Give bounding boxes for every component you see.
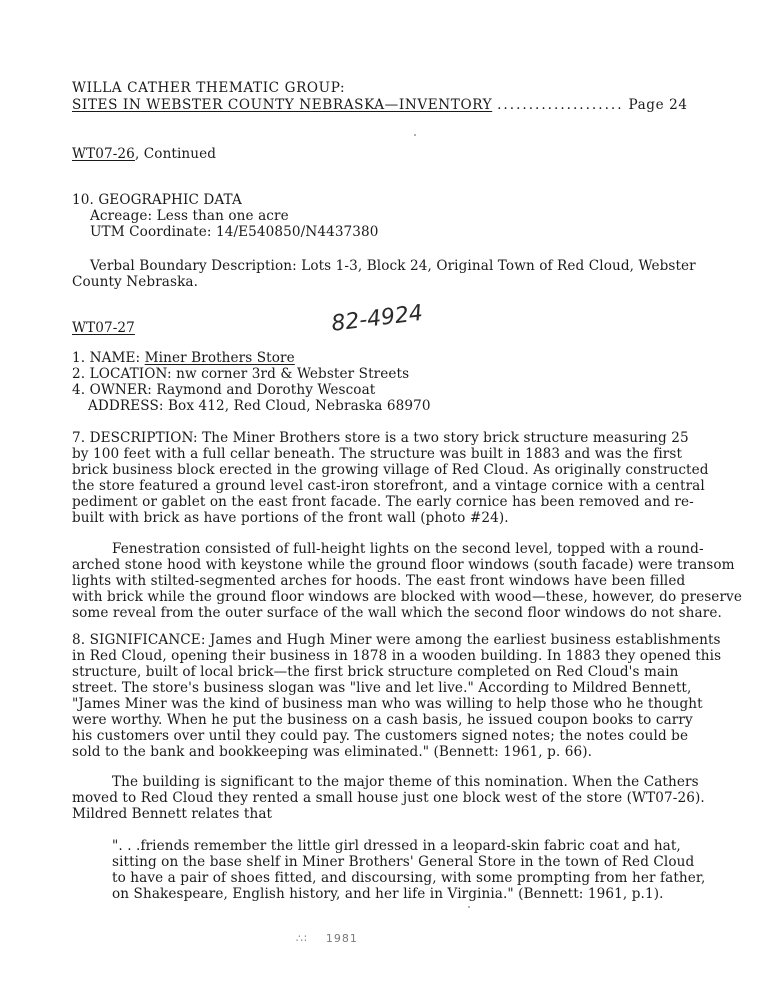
- continued-suffix: , Continued: [134, 146, 217, 162]
- significance-line: sold to the bank and bookkeeping was eliminated." (Bennett: 1961, p. 66).: [72, 744, 593, 760]
- page-number: 24: [669, 97, 688, 113]
- description-line: the store featured a ground level cast-iron storefront, and a vintage cornice with a central: [72, 478, 705, 494]
- stamp-year: 1981: [325, 932, 358, 945]
- geo-verbal-line-1: Verbal Boundary Description: Lots 1-3, Block 24, Original Town of Red Cloud, Webster: [90, 258, 696, 274]
- building-line: Mildred Bennett relates that: [72, 806, 273, 822]
- description-line: built with brick as have portions of the front wall (photo #24).: [72, 510, 509, 526]
- scan-speck: [414, 134, 416, 136]
- header-subtitle: SITES IN WEBSTER COUNTY NEBRASKA—INVENTORY: [72, 97, 493, 113]
- geo-utm: UTM Coordinate: 14/E540850/N4437380: [90, 224, 379, 240]
- entry-name-label: 1. NAME:: [72, 350, 145, 366]
- significance-line: street. The store's business slogan was "live and let live." According to Mildred Bennett,: [72, 680, 692, 696]
- handwritten-number: 82-4924: [330, 300, 425, 337]
- header-title: WILLA CATHER THEMATIC GROUP:: [72, 80, 346, 96]
- quote-line: on Shakespeare, English history, and her life in Virginia." (Bennett: 1961, p.1).: [112, 886, 664, 902]
- description-line: by 100 feet with a full cellar beneath. The structure was built in 1883 and was the first: [72, 446, 683, 462]
- entry-id: WT07-27: [72, 320, 135, 336]
- quote-line: ". . .friends remember the little girl dressed in a leopard-skin fabric coat and hat,: [112, 838, 681, 854]
- fenestration-line: lights with stilted-segmented arches for hoods. The east front windows have been filled: [72, 573, 686, 589]
- significance-line: structure, built of local brick—the first brick structure completed on Red Cloud's main: [72, 664, 679, 680]
- fenestration-line: arched stone hood with keystone while the ground floor windows (south facade) were transom: [72, 557, 735, 573]
- description-line: brick business block erected in the growing village of Red Cloud. As originally constructed: [72, 462, 709, 478]
- page-label: Page: [628, 97, 665, 113]
- entry-owner: 4. OWNER: Raymond and Dorothy Wescoat: [72, 382, 376, 398]
- date-stamp: [296, 932, 358, 945]
- significance-line: his customers over until they could pay. The customers signed notes; the notes could be: [72, 728, 689, 744]
- entry-address: ADDRESS: Box 412, Red Cloud, Nebraska 68970: [88, 398, 431, 414]
- significance-line: 8. SIGNIFICANCE: James and Hugh Miner were among the earliest business establishments: [72, 632, 721, 648]
- geo-verbal-line-2: County Nebraska.: [72, 274, 199, 290]
- continued-id: WT07-26: [72, 146, 135, 162]
- fenestration-line: Fenestration consisted of full-height lights on the second level, topped with a round-: [112, 541, 704, 557]
- quote-line: sitting on the base shelf in Miner Brothers' General Store in the town of Red Cloud: [112, 854, 695, 870]
- entry-location: 2. LOCATION: nw corner 3rd & Webster Streets: [72, 366, 410, 382]
- fenestration-line: with brick while the ground floor windows are blocked with wood—these, however, do preserve: [72, 589, 742, 605]
- building-line: moved to Red Cloud they rented a small house just one block west of the store (WT07-26).: [72, 790, 705, 806]
- building-line: The building is significant to the major theme of this nomination. When the Cathers: [112, 774, 699, 790]
- quote-line: to have a pair of shoes fitted, and discoursing, with some prompting from her father,: [112, 870, 706, 886]
- entry-name: [72, 350, 295, 367]
- significance-line: in Red Cloud, opening their business in 1878 in a wooden building. In 1883 they opened this: [72, 648, 722, 664]
- continued-heading: [72, 146, 216, 163]
- stamp-mark: ∴∶: [296, 932, 326, 945]
- header-dots: ....................: [497, 97, 624, 113]
- geo-acreage: Acreage: Less than one acre: [90, 208, 289, 224]
- geo-heading: 10. GEOGRAPHIC DATA: [72, 192, 242, 208]
- entry-name-value: Miner Brothers Store: [144, 350, 295, 366]
- description-line: 7. DESCRIPTION: The Miner Brothers store is a two story brick structure measuring 25: [72, 430, 689, 446]
- header-subtitle-row: [72, 97, 688, 114]
- significance-line: were worthy. When he put the business on a cash basis, he issued coupon books to carry: [72, 712, 693, 728]
- scan-speck: [468, 906, 470, 908]
- fenestration-line: some reveal from the outer surface of the wall which the second floor windows do not share.: [72, 605, 722, 621]
- significance-line: "James Miner was the kind of business man who was willing to help those who he thought: [72, 696, 703, 712]
- description-line: pediment or gablet on the east front facade. The early cornice has been removed and re-: [72, 494, 694, 510]
